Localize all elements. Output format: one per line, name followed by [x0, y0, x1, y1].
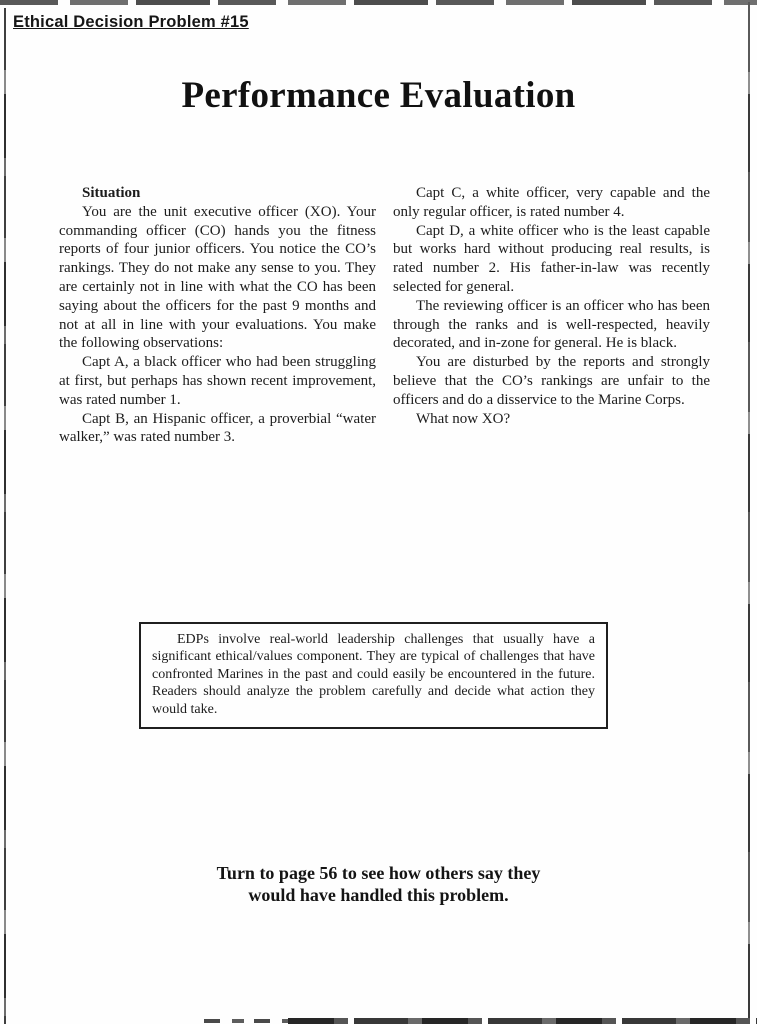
- turn-to-page-line-2: would have handled this problem.: [248, 884, 509, 905]
- paragraph-reviewing-officer: The reviewing officer is an officer who has been through the ranks and is well-respected, heavily decorated, and in-zone for general. He is black.: [393, 297, 710, 352]
- paragraph-capt-a: Capt A, a black officer who had been struggling at first, but perhaps has shown recent improvement, was rated number 1.: [59, 354, 376, 408]
- paragraph-capt-d: Capt D, a white officer who is the least capable but works hard without producing real results, is rated number 2. His father-in-law was recently selected for general.: [393, 222, 710, 295]
- turn-to-page-line-1: Turn to page 56 to see how others say they: [216, 863, 541, 883]
- left-column: [59, 184, 376, 447]
- scan-artifact-bottom-dashes: [204, 1019, 288, 1023]
- paragraph-what-now: What now XO?: [416, 410, 511, 427]
- paragraph-capt-c: Capt C, a white officer, very capable and the only regular officer, is rated number 4.: [393, 185, 710, 220]
- page-title: Performance Evaluation: [181, 75, 576, 116]
- paragraph-disturbed: You are disturbed by the reports and strongly believe that the CO’s rankings are unfair to the officers and do a disservice to the Marine Corps.: [393, 354, 710, 408]
- edp-note-text: EDPs involve real-world leadership challenges that usually have a significant ethical/values component. They are typical of challenges that have confronted Marines in the past and could easily be encountered in the future. Readers should analyze the problem carefully and decide what action they would take.: [152, 632, 595, 717]
- document-header: Ethical Decision Problem #15: [13, 13, 249, 31]
- right-column: [393, 184, 710, 447]
- scan-artifact-top-edge: [0, 0, 757, 5]
- edp-note-box: [139, 622, 608, 729]
- paragraph-situation: You are the unit executive officer (XO). Your commanding officer (CO) hands you the fitness reports of four junior officers. You notice the CO’s rankings. They do not make any sense to you. They are certainly not in line with what the CO has been saying about the officers for the past 9 months and not at all in line with your evaluations. You make the following observations:: [59, 203, 376, 352]
- paragraph-capt-b: Capt B, an Hispanic officer, a proverbial “water walker,” was rated number 3.: [59, 410, 376, 446]
- scan-artifact-bottom-edge: [288, 1018, 757, 1024]
- article-body: [59, 184, 711, 447]
- situation-heading: Situation: [82, 185, 141, 201]
- turn-to-page-note: [0, 863, 757, 906]
